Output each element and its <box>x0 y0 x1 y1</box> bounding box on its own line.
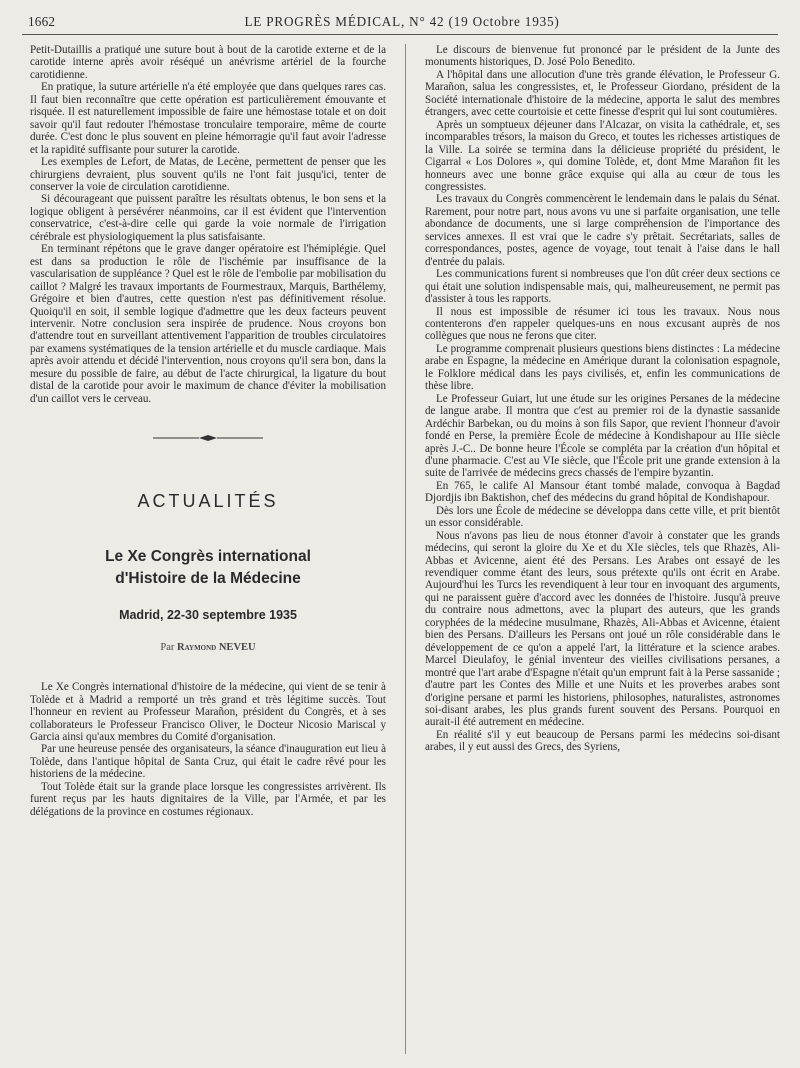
paragraph: En 765, le calife Al Mansour étant tombé malade, convoqua à Bagdad Djordjis ibn Baktishon, chef des médecins du grand hôpital de Kondishapour. <box>425 479 780 505</box>
byline-prefix: Par <box>160 642 175 654</box>
ornament-rule-icon <box>153 434 263 442</box>
paragraph: En terminant répétons que le grave danger opératoire est l'hémiplégie. Quel est dans sa production le rôle de l'ischémie par insuffisance de la vascularisation de suppléance ? Quel est le rôle de l'embolie par mobilisation du caillot ? Malgré les travaux importants de Fourmestraux, Marquis, Barthélemy, Grégoire et bien d'autres, cette question n'est pas définitivement résolue. Quoiqu'il en soit, il semble logique d'admettre que les deux facteurs peuvent intervenir. Notre conclusion sera inspirée de prudence. Nous croyons bon d'attendre tout en surveillant attentivement l'apparition de troubles circulatoires par examens systématiques de la tension artérielle et du muscle cardiaque. Mais après avoir attendu et décidé l'intervention, nous croyons qu'il sera bon, dans la mesure du possible de faire, au début de l'acte chirurgical, la ligature du bout distal de la carotide pour avoir le maximum de chance d'éviter la mobilisation d'un caillot vers le cerveau. <box>30 243 386 405</box>
paragraph: Dès lors une École de médecine se développa dans cette ville, et prit bientôt un essor considérable. <box>425 504 780 530</box>
paragraph: Par une heureuse pensée des organisateurs, la séance d'inauguration eut lieu à Tolède, dans l'antique hôpital de Santa Cruz, qui était le cadre rêvé pour les historiens de la médecine. <box>30 743 386 781</box>
paragraph: En réalité s'il y eut beaucoup de Persans parmi les médecins soi-disant arabes, il y eut aussi des Grecs, des Syriens, <box>425 728 780 754</box>
paragraph: Petit-Dutaillis a pratiqué une suture bout à bout de la carotide externe et de la carotide interne après avoir réséqué un anévrisme artériel de la fourche carotidienne. <box>30 44 386 81</box>
section-ornament <box>30 429 386 447</box>
paragraph: Les exemples de Lefort, de Matas, de Lecène, permettent de penser que les chirurgiens devraient, plus souvent qu'ils ne l'ont fait jusqu'ici, tenter de conserver la voie de circulation carotidienne. <box>30 156 386 193</box>
paragraph: Le discours de bienvenue fut prononcé par le président de la Junte des monuments historiques, D. José Polo Benedito. <box>425 44 780 69</box>
section-heading: ACTUALITÉS <box>137 491 279 512</box>
paragraph: Les travaux du Congrès commencèrent le lendemain dans le palais du Sénat. Rarement, pour notre part, nous avons vu une si parfaite organisation, une telle abondance de documents, une si large compréhension de l'importance des services annexes. Il est vrai que le cadre s'y prêtait. Secrétariats, salles de correspondances, postes, agence de voyage, tout tenait à l'aise dans le hall d'entrée du palais. <box>425 193 780 268</box>
header-rule <box>22 34 778 35</box>
article-title-line1: Le Xe Congrès international <box>105 548 311 566</box>
article-subtitle: Madrid, 22-30 septembre 1935 <box>119 608 297 623</box>
article-title-line2: d'Histoire de la Médecine <box>115 570 301 588</box>
paragraph: Nous n'avons pas lieu de nous étonner d'avoir à constater que les grands médecins, qui seront la gloire du Xe et du XIe siècles, tels que Rhazès, Ali-Abbas et Avicenne, aient été des Persans. Les Arabes ont essayé de les revendiquer comme étant des leurs, sous prétexte qu'ils ont écrit en Arabe. Aujourd'hui les Turcs les revendiquent à leur tour en invoquant des arguments, qui ne paraissent guère d'accord avec les données de l'histoire. Jusqu'à preuve du contraire nous admettons, avec la plupart des auteurs, que les grands coryphées de la médecine musulmane, Rhazès, Ali-Abbas et Avicenne, étaient bien des Persans. D'ailleurs les Persans ont joué un rôle considérable dans le développement de ce qu'on a appelé l'art, la littérature et la science arabes. Marcel Dieulafoy, le génial inventeur des vieilles civilisations persanes, a montré que l'art arabe d'Espagne n'était qu'un emprunt fait à la Perse sassanide ; d'autre part les Contes des Mille et une Nuits et les proverbes arabes sont d'origine persane et parmi les historiens, philosophes, naturalistes, astronomes soi-disant arabes, les plus grands furent souvent des Persans. Pourquoi en aurait-il été autrement en médecine. <box>425 529 780 729</box>
paragraph: Après un somptueux déjeuner dans l'Alcazar, on visita la cathédrale, et, ses incomparables trésors, la maison du Greco, et toutes les richesses artistiques de la Ville. La soirée se termina dans la délicieuse propriété du président, le Cigarral « Los Dolores », qui domine Tolède, et, dont Mme Marañon fit les honneurs avec une bonne grâce exquise qui alla au cœur de tous les congressistes. <box>425 118 780 193</box>
left-column <box>30 44 386 1058</box>
paragraph: A l'hôpital dans une allocution d'une très grande élévation, le Professeur G. Marañon, salua les congressistes, et, le Professeur Giordano, président de la Société internationale d'histoire de la médecine, apporta le salut des membres étrangers, avec cette courtoisie et cette finesse d'esprit qui lui sont coutumières. <box>425 68 780 119</box>
paragraph: Les communications furent si nombreuses que l'on dût créer deux sections ce qui était une solution indispensable mais, qui, malheureusement, ne permit pas d'assister à tous les rapports. <box>425 268 780 306</box>
right-column <box>425 44 780 1058</box>
paragraph: Tout Tolède était sur la grande place lorsque les congressistes arrivèrent. Ils furent reçus par les hauts dignitaires de la Ville, par l'Armée, et par les délégations de la province en costumes régionaux. <box>30 780 386 818</box>
paragraph: Il nous est impossible de résumer ici tous les travaux. Nous nous contenterons d'en rappeler quelques-uns en nous excusant auprès de nos collègues que nous ne ferons que citer. <box>425 305 780 343</box>
article-byline <box>30 642 386 653</box>
page-number: 1662 <box>28 14 56 29</box>
paragraph: En pratique, la suture artérielle n'a été employée que dans quelques rares cas. Il faut bien reconnaître que cette opération est particulièrement émouvante et risquée. Il est naturellement impossible de faire une hémostase totale et on doit savoir qu'il faut redouter l'hémostase tronculaire temporaire, même de courte durée. C'est donc le plus souvent en pleine hémorragie qu'il faut avoir l'adresse et la rapidité suffisante pour suturer la carotide. <box>30 81 386 156</box>
byline-author: Raymond NEVEU <box>177 642 256 654</box>
column-divider <box>405 44 406 1054</box>
paragraph: Le programme comprenait plusieurs questions biens distinctes : La médecine arabe en Espagne, la médecine en Amérique durant la colonisation espagnole, le Folklore médical dans les pays civilisés, et, enfin les communications de thèse libre. <box>425 342 780 393</box>
running-header <box>28 12 776 34</box>
paragraph: Le Xe Congrès international d'histoire de la médecine, qui vient de se tenir à Tolède et à Madrid a remporté un très grand et très légitime succès. Tout l'honneur en revient au Professeur Marañon, président du Congrès, et à ses collaborateurs le Professeur Francisco Oliver, le Docteur Nicosio Mariscal y Garcia ainsi qu'aux membres du Comité d'organisation. <box>30 681 386 743</box>
running-title: LE PROGRÈS MÉDICAL, N° 42 (19 Octobre 1935) <box>244 14 560 29</box>
paragraph: Le Professeur Guiart, lut une étude sur les origines Persanes de la médecine de langue arabe. Il montra que c'est au premier roi de la dynastie sassanide Ardéchir Barbekan, ou du moins à son fils Sapor, que revient l'honneur d'avoir fondé en Perse, la première École de médecine à Kondishapour au IIIe siècle après J.-C.. De bonne heure l'École se compléta par la création d'un hôpital et d'une pharmacie. C'est au VIe siècle, que l'École prit une grande extension à la suite de l'arrivée de médecins grecs chassés de l'empire byzantin. <box>425 392 780 480</box>
paragraph: Si décourageant que puissent paraître les résultats obtenus, le bon sens et la logique obligent à persévérer néanmoins, car il est évident que l'intervention conservatrice, c'est-à-dire celle qui garde la voie normale de l'irrigation cérébrale est physiologiquement la plus satisfaisante. <box>30 193 386 243</box>
